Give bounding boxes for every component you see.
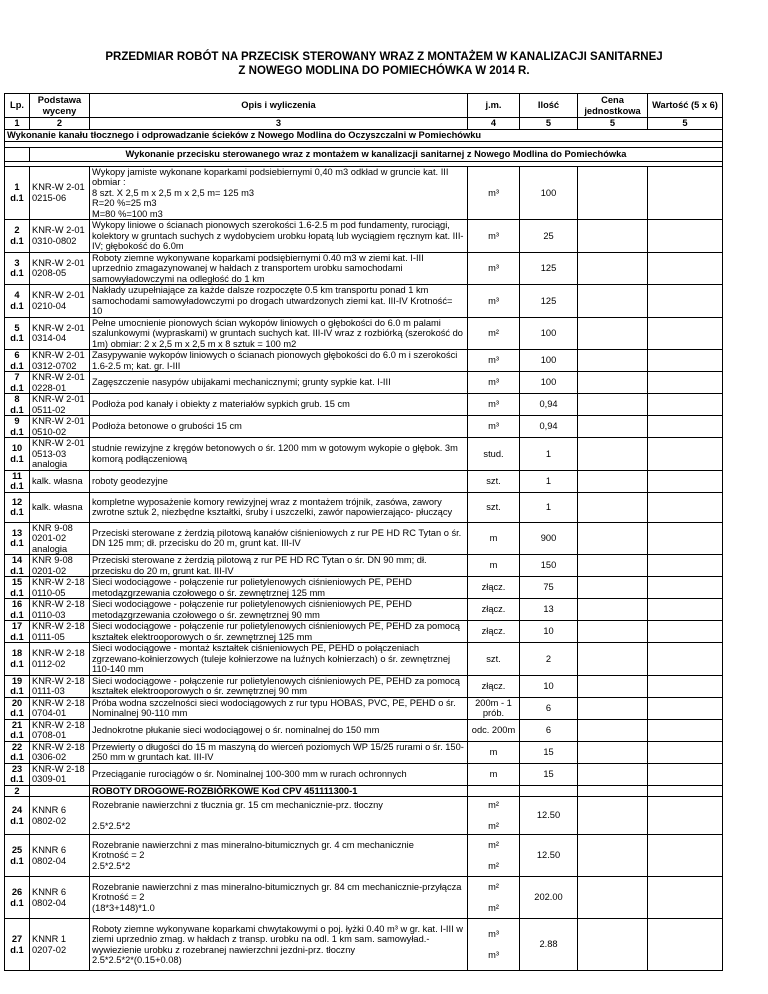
row-cena	[578, 577, 648, 599]
row-opis: Sieci wodociągowe - montaż kształtek ciśnieniowych PE, PEHD o połączeniach zgrzewano-kołnierzowych (tuleje kołnierzowe na luźnych kołnierzach) o śr. zewnętrznej 110-140 mm	[90, 643, 468, 676]
row-cena	[578, 643, 648, 676]
col-number: 4	[468, 118, 520, 130]
col-number: 5	[578, 118, 648, 130]
row-ilosc: 10	[520, 621, 578, 643]
row-wartosc	[648, 835, 723, 877]
row-ilosc: 1	[520, 492, 578, 522]
col-number: 5	[520, 118, 578, 130]
row-cena	[578, 492, 648, 522]
row-jm: złącz.	[468, 577, 520, 599]
row-podstawa: KNR-W 2-18 0112-02	[30, 643, 90, 676]
row-lp: 21 d.1	[5, 719, 30, 741]
row-podstawa: KNR-W 2-01 0511-02	[30, 394, 90, 416]
row-wartosc	[648, 285, 723, 318]
table-row	[5, 492, 723, 522]
row-ilosc: 1	[520, 470, 578, 492]
row-cena	[578, 763, 648, 785]
row-podstawa: KNR-W 2-18 0111-05	[30, 621, 90, 643]
row-jm: m²	[468, 317, 520, 350]
row-podstawa: KNR-W 2-01 0510-02	[30, 416, 90, 438]
row-podstawa: kalk. własna	[30, 492, 90, 522]
table-row	[5, 741, 723, 763]
row-ilosc: 12.50	[520, 797, 578, 835]
row-lp: 13 d.1	[5, 522, 30, 555]
section-2-empty	[648, 785, 723, 797]
row-lp: 4 d.1	[5, 285, 30, 318]
row-jm: m³	[468, 372, 520, 394]
row-jm: szt.	[468, 492, 520, 522]
row-wartosc	[648, 797, 723, 835]
row-ilosc: 2	[520, 643, 578, 676]
row-opis: Przewierty o długości do 15 m maszyną do wierceń poziomych WP 15/25 rurami o śr. 150-250 mm w gruntach kat. III-IV	[90, 741, 468, 763]
row-jm: m³	[468, 252, 520, 285]
row-wartosc	[648, 877, 723, 919]
row-opis: Wykopy liniowe o ścianach pionowych szerokości 1.6-2.5 m pod fundamenty, rurociągi, kolektory w gruntach suchych z wydobyciem urobku łopatą lub wyciągiem ręcznym kat. III-IV; głębokość do 6.0m	[90, 220, 468, 253]
row-opis: Roboty ziemne wykonywane koparkami podsiębiernymi 0.40 m3 w ziemi kat. I-III uprzednio zmagazynowanej w hałdach z transportem urobku samochodami samowyładowczymi na odległość do 1 km	[90, 252, 468, 285]
row-lp: 12 d.1	[5, 492, 30, 522]
row-lp: 6 d.1	[5, 350, 30, 372]
row-podstawa: KNR-W 2-18 0110-03	[30, 599, 90, 621]
row-wartosc	[648, 555, 723, 577]
row-lp: 19 d.1	[5, 675, 30, 697]
row-jm: stud.	[468, 438, 520, 471]
row-lp: 26 d.1	[5, 877, 30, 919]
row-opis: Sieci wodociągowe - połączenie rur polietylenowych ciśnieniowych PE, PEHD za pomocą kształtek elektrooporowych o śr. zewnętrznej 125 mm	[90, 621, 468, 643]
row-podstawa: KNR-W 2-18 0708-01	[30, 719, 90, 741]
row-cena	[578, 372, 648, 394]
row-opis: Nakłady uzupełniające za każde dalsze rozpoczęte 0.5 km transportu ponad 1 km samochodami samowyładowczymi po drogach utwardzonych ziemi kat. III-IV Krotność= 10	[90, 285, 468, 318]
row-opis: Pełne umocnienie pionowych ścian wykopów liniowych o głębokości do 6.0 m palami szalunkowymi (wypraskami) w gruntach suchych kat. III-IV wraz z rozbiórką (szerokość do 1m) obmiar: 2 x 2,5 m x 2,5 m x 8 sztuk = 100 m2	[90, 317, 468, 350]
row-wartosc	[648, 220, 723, 253]
row-lp: 10 d.1	[5, 438, 30, 471]
section-2-empty	[578, 785, 648, 797]
row-wartosc	[648, 394, 723, 416]
row-opis: Podłoża betonowe o grubości 15 cm	[90, 416, 468, 438]
col-number: 1	[5, 118, 30, 130]
table-row	[5, 763, 723, 785]
row-lp: 1 d.1	[5, 166, 30, 220]
col-number: 5	[648, 118, 723, 130]
row-lp: 3 d.1	[5, 252, 30, 285]
row-podstawa: KNR-W 2-18 0309-01	[30, 763, 90, 785]
row-podstawa: KNR-W 2-01 0314-04	[30, 317, 90, 350]
row-jm: m	[468, 522, 520, 555]
table-row	[5, 317, 723, 350]
row-opis: Sieci wodociągowe - połączenie rur polietylenowych ciśnieniowych PE, PEHD metodązgrzewania czołowego o śr. zewnętrznej 90 mm	[90, 599, 468, 621]
row-opis: Podłoża pod kanały i obiekty z materiałów sypkich grub. 15 cm	[90, 394, 468, 416]
row-ilosc: 150	[520, 555, 578, 577]
row-cena	[578, 350, 648, 372]
row-lp: 14 d.1	[5, 555, 30, 577]
row-ilosc: 100	[520, 166, 578, 220]
row-jm: m³	[468, 394, 520, 416]
row-lp: 18 d.1	[5, 643, 30, 676]
row-ilosc: 12.50	[520, 835, 578, 877]
row-lp: 15 d.1	[5, 577, 30, 599]
row-opis: Wykopy jamiste wykonane koparkami podsiebiernymi 0,40 m3 odkład w gruncie kat. III obmiar : 8 szt. X 2,5 m x 2,5 m x 2,5 m= 125 m3 R=20 %=25 m3 M=80 %=100 m3	[90, 166, 468, 220]
header-jm: j.m.	[468, 94, 520, 118]
table-row	[5, 372, 723, 394]
row-opis: Zasypywanie wykopów liniowych o ścianach pionowych głębokości do 6.0 m i szerokości 1.6-2.5 m; kat. gr. I-III	[90, 350, 468, 372]
title-line-1: PRZEDMIAR ROBÓT NA PRZECISK STEROWANY WRAZ Z MONTAŻEM W KANALIZACJI SANITARNEJ	[105, 51, 663, 63]
row-ilosc: 10	[520, 675, 578, 697]
row-jm: m³ m³	[468, 919, 520, 971]
row-cena	[578, 719, 648, 741]
row-wartosc	[648, 317, 723, 350]
row-lp: 24 d.1	[5, 797, 30, 835]
row-wartosc	[648, 643, 723, 676]
row-wartosc	[648, 741, 723, 763]
table-row	[5, 675, 723, 697]
row-jm: złącz.	[468, 621, 520, 643]
row-cena	[578, 285, 648, 318]
row-jm: m	[468, 741, 520, 763]
table-row	[5, 919, 723, 971]
row-cena	[578, 675, 648, 697]
row-jm: odc. 200m	[468, 719, 520, 741]
row-podstawa: KNNR 6 0802-04	[30, 877, 90, 919]
col-number: 3	[90, 118, 468, 130]
row-jm: m³	[468, 220, 520, 253]
row-lp: 23 d.1	[5, 763, 30, 785]
row-wartosc	[648, 719, 723, 741]
table-row	[5, 220, 723, 253]
col-number: 2	[30, 118, 90, 130]
column-numbers-row	[5, 118, 723, 130]
header-podstawa: Podstawa wyceny	[30, 94, 90, 118]
row-ilosc: 15	[520, 741, 578, 763]
row-ilosc: 2.88	[520, 919, 578, 971]
row-cena	[578, 877, 648, 919]
row-opis: Sieci wodociągowe - połączenie rur polietylenowych ciśnieniowych PE, PEHD metodązgrzewania czołowego o śr. zewnętrznej 125 mm	[90, 577, 468, 599]
row-ilosc: 6	[520, 719, 578, 741]
row-ilosc: 125	[520, 285, 578, 318]
row-ilosc: 900	[520, 522, 578, 555]
row-ilosc: 25	[520, 220, 578, 253]
table-row	[5, 555, 723, 577]
row-wartosc	[648, 697, 723, 719]
row-lp: 11 d.1	[5, 470, 30, 492]
section-main-title: Wykonanie kanału tłocznego i odprowadzanie ścieków z Nowego Modlina do Oczyszczalni w Pomiechówku	[5, 129, 723, 141]
row-wartosc	[648, 252, 723, 285]
row-cena	[578, 621, 648, 643]
row-opis: Roboty ziemne wykonywane koparkami chwytakowymi o poj. łyżki 0.40 m³ w gr. kat. I-III w ziemi uprzednio zmag. w hałdach z transp. urobku na odl. 1 km sam. samowyład.-wywiezienie urobku z rozebranej nawierzchni jezdni-prz. tłoczny 2.5*2.5*2*(0.15+0.08)	[90, 919, 468, 971]
row-wartosc	[648, 675, 723, 697]
header-row	[5, 94, 723, 118]
row-podstawa: KNR 9-08 0201-02	[30, 555, 90, 577]
row-jm: 200m - 1 prób.	[468, 697, 520, 719]
row-podstawa: KNR-W 2-01 0513-03 analogia	[30, 438, 90, 471]
table-row	[5, 697, 723, 719]
table-row	[5, 522, 723, 555]
table-row	[5, 166, 723, 220]
row-cena	[578, 835, 648, 877]
section-2-empty	[520, 785, 578, 797]
row-opis: Przeciski sterowane z żerdzią pilotową z rur PE HD RC Tytan o śr. DN 90 mm; dł. przecisku do 20 m, grunt kat. III-IV	[90, 555, 468, 577]
row-podstawa: KNR-W 2-18 0110-05	[30, 577, 90, 599]
row-ilosc: 0,94	[520, 416, 578, 438]
row-podstawa: kalk. własna	[30, 470, 90, 492]
row-opis: Zagęszczenie nasypów ubijakami mechanicznymi; grunty sypkie kat. I-III	[90, 372, 468, 394]
row-opis: Sieci wodociągowe - połączenie rur polietylenowych ciśnieniowych PE, PEHD za pomocą kształtek elektrooporowych o śr. zewnętrznej 90 mm	[90, 675, 468, 697]
row-jm: m³	[468, 285, 520, 318]
row-lp: 22 d.1	[5, 741, 30, 763]
row-podstawa: KNR-W 2-18 0306-02	[30, 741, 90, 763]
row-jm: szt.	[468, 470, 520, 492]
table-row	[5, 577, 723, 599]
header-ilosc: Ilość	[520, 94, 578, 118]
row-cena	[578, 522, 648, 555]
table-row	[5, 416, 723, 438]
table-row	[5, 835, 723, 877]
row-cena	[578, 416, 648, 438]
row-wartosc	[648, 763, 723, 785]
row-jm: m	[468, 763, 520, 785]
row-cena	[578, 919, 648, 971]
row-lp: 20 d.1	[5, 697, 30, 719]
row-jm: m³	[468, 166, 520, 220]
table-body	[5, 94, 723, 971]
header-wartosc: Wartość (5 x 6)	[648, 94, 723, 118]
row-ilosc: 100	[520, 317, 578, 350]
table-row	[5, 599, 723, 621]
row-wartosc	[648, 599, 723, 621]
row-cena	[578, 252, 648, 285]
row-ilosc: 6	[520, 697, 578, 719]
cost-estimate-table	[4, 93, 723, 971]
row-opis: Przeciski sterowane z żerdzią pilotową kanałów ciśnieniowych z rur PE HD RC Tytan o śr. DN 125 mm; dł. przecisku do 20 m, grunt kat. III-IV	[90, 522, 468, 555]
row-wartosc	[648, 492, 723, 522]
row-podstawa: KNR-W 2-01 0228-01	[30, 372, 90, 394]
table-row	[5, 797, 723, 835]
row-opis: Próba wodna szczelności sieci wodociągowych z rur typu HOBAS, PVC, PE, PEHD o śr. Nominalnej 90-110 mm	[90, 697, 468, 719]
row-opis: Przeciąganie rurociągów o śr. Nominalnej 100-300 mm w rurach ochronnych	[90, 763, 468, 785]
row-podstawa: KNNR 6 0802-02	[30, 797, 90, 835]
section-sub-title: Wykonanie przecisku sterowanego wraz z montażem w kanalizacji sanitarnej z Nowego Modlina do Pomiechówka	[30, 147, 723, 161]
row-ilosc: 13	[520, 599, 578, 621]
row-ilosc: 15	[520, 763, 578, 785]
row-opis: Rozebranie nawierzchni z tłucznia gr. 15 cm mechanicznie-prz. tłoczny 2.5*2.5*2	[90, 797, 468, 835]
row-ilosc: 75	[520, 577, 578, 599]
row-cena	[578, 394, 648, 416]
row-podstawa: KNR-W 2-01 0312-0702	[30, 350, 90, 372]
row-jm: m³	[468, 350, 520, 372]
table-row	[5, 252, 723, 285]
header-cena: Cena jednostkowa	[578, 94, 648, 118]
row-cena	[578, 438, 648, 471]
row-wartosc	[648, 372, 723, 394]
row-opis: Rozebranie nawierzchni z mas mineralno-bitumicznych gr. 4 cm mechanicznie Krotność = 2 2.5*2.5*2	[90, 835, 468, 877]
row-lp: 5 d.1	[5, 317, 30, 350]
row-wartosc	[648, 919, 723, 971]
row-jm: m	[468, 555, 520, 577]
row-jm: szt.	[468, 643, 520, 676]
row-lp: 2 d.1	[5, 220, 30, 253]
title-line-2: Z NOWEGO MODLINA DO POMIECHÓWKA W 2014 R.	[238, 65, 530, 77]
row-cena	[578, 741, 648, 763]
row-cena	[578, 317, 648, 350]
table-row	[5, 285, 723, 318]
row-podstawa: KNNR 6 0802-04	[30, 835, 90, 877]
row-jm: m² m²	[468, 797, 520, 835]
row-lp: 27 d.1	[5, 919, 30, 971]
section-2-lp: 2	[5, 785, 30, 797]
section-main-row	[5, 129, 723, 141]
row-lp: 8 d.1	[5, 394, 30, 416]
row-cena	[578, 220, 648, 253]
row-wartosc	[648, 166, 723, 220]
row-ilosc: 202.00	[520, 877, 578, 919]
table-row	[5, 877, 723, 919]
row-wartosc	[648, 438, 723, 471]
header-lp: Lp.	[5, 94, 30, 118]
row-podstawa: KNNR 1 0207-02	[30, 919, 90, 971]
row-lp: 17 d.1	[5, 621, 30, 643]
row-podstawa: KNR-W 2-01 0208-05	[30, 252, 90, 285]
row-podstawa: KNR 9-08 0201-02 analogia	[30, 522, 90, 555]
row-jm: m² m²	[468, 877, 520, 919]
row-wartosc	[648, 522, 723, 555]
row-jm: m² m²	[468, 835, 520, 877]
row-podstawa: KNR-W 2-01 0210-04	[30, 285, 90, 318]
table-row	[5, 470, 723, 492]
row-lp: 7 d.1	[5, 372, 30, 394]
row-wartosc	[648, 416, 723, 438]
table-row	[5, 394, 723, 416]
section-2-title: ROBOTY DROGOWE-ROZBIÓRKOWE Kod CPV 451111300-1	[90, 785, 468, 797]
row-lp: 25 d.1	[5, 835, 30, 877]
document-title	[0, 50, 768, 78]
row-opis: kompletne wyposażenie komory rewizyjnej wraz z montażem trójnik, zasówa, zawory zwrotne sztuk 2, niezbędne kształtki, śruby i uszczelki, zawór napowierzająco- płuczący	[90, 492, 468, 522]
row-cena	[578, 797, 648, 835]
section-2-row	[5, 785, 723, 797]
section-2-empty	[30, 785, 90, 797]
section-2-empty	[468, 785, 520, 797]
row-ilosc: 100	[520, 350, 578, 372]
row-podstawa: KNR-W 2-01 0310-0802	[30, 220, 90, 253]
row-cena	[578, 470, 648, 492]
row-opis: studnie rewizyjne z kręgów betonowych o śr. 1200 mm w gotowym wykopie o głębok. 3m komorą podłączeniową	[90, 438, 468, 471]
row-ilosc: 0,94	[520, 394, 578, 416]
row-wartosc	[648, 621, 723, 643]
row-ilosc: 125	[520, 252, 578, 285]
table-row	[5, 621, 723, 643]
row-ilosc: 100	[520, 372, 578, 394]
row-podstawa: KNR-W 2-01 0215-06	[30, 166, 90, 220]
row-opis: roboty geodezyjne	[90, 470, 468, 492]
row-cena	[578, 697, 648, 719]
table-row	[5, 719, 723, 741]
row-cena	[578, 166, 648, 220]
row-jm: złącz.	[468, 599, 520, 621]
row-opis: Rozebranie nawierzchni z mas mineralno-bitumicznych gr. 84 cm mechanicznie-przyłącza Krotność = 2 (18*3+148)*1.0	[90, 877, 468, 919]
table-row	[5, 643, 723, 676]
row-cena	[578, 555, 648, 577]
row-wartosc	[648, 577, 723, 599]
row-opis: Jednokrotne płukanie sieci wodociągowej o śr. nominalnej do 150 mm	[90, 719, 468, 741]
row-lp: 9 d.1	[5, 416, 30, 438]
table-row	[5, 350, 723, 372]
row-wartosc	[648, 470, 723, 492]
row-podstawa: KNR-W 2-18 0111-03	[30, 675, 90, 697]
row-cena	[578, 599, 648, 621]
row-wartosc	[648, 350, 723, 372]
row-lp: 16 d.1	[5, 599, 30, 621]
row-podstawa: KNR-W 2-18 0704-01	[30, 697, 90, 719]
section-sub-row	[5, 147, 723, 161]
row-ilosc: 1	[520, 438, 578, 471]
header-opis: Opis i wyliczenia	[90, 94, 468, 118]
table-row	[5, 438, 723, 471]
row-jm: złącz.	[468, 675, 520, 697]
row-jm: m³	[468, 416, 520, 438]
